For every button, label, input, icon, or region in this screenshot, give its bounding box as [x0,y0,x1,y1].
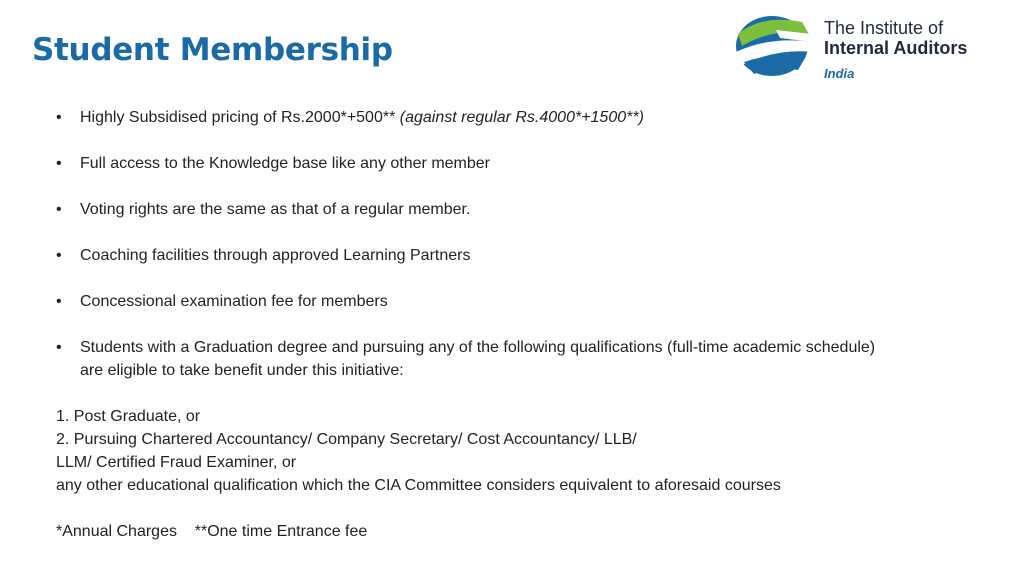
logo-country: India [824,66,855,81]
list-item-text: Concessional examination fee for members [80,293,388,310]
logo-line-1: The Institute of [824,18,944,38]
list-item [56,290,956,313]
list-item-text: Students with a Graduation degree and pursuing any of the following qualifications (full-time academic schedule) are eligible to take benefit under this initiative: [80,339,876,379]
qualification-line: any other educational qualification which the CIA Committee considers equivalent to aforesaid courses [56,477,781,494]
bullet-icon: • [56,109,62,126]
qualification-line: 2. Pursuing Chartered Accountancy/ Company Secretary/ Cost Accountancy/ LLB/ [56,431,637,448]
logo-line-2: Internal Auditors [824,38,968,58]
list-item-text: Coaching facilities through approved Learning Partners [80,247,471,264]
bullet-icon: • [56,339,62,356]
benefits-list [56,106,956,382]
list-item [56,244,956,267]
list-item-text: Full access to the Knowledge base like any other member [80,155,490,172]
list-item [56,198,956,221]
qualifications-list [56,405,956,497]
logo-wordmark [824,18,967,58]
list-item-aside: (against regular Rs.4000*+1500**) [399,109,644,126]
qualification-line: 1. Post Graduate, or [56,408,201,425]
footnote: *Annual Charges **One time Entrance fee [56,523,368,540]
bullet-icon: • [56,247,62,264]
bullet-icon: • [56,155,62,172]
bullet-icon: • [56,293,62,310]
qualification-line: LLM/ Certified Fraud Examiner, or [56,454,297,471]
list-item-text: Voting rights are the same as that of a regular member. [80,201,471,218]
slide-title: Student Membership [32,32,393,68]
slide-body [56,106,956,543]
list-item-text: Highly Subsidised pricing of Rs.2000*+500** [80,109,400,126]
iia-india-logo [732,12,1002,84]
bullet-icon: • [56,201,62,218]
list-item [56,336,890,382]
globe-logo-icon [732,12,816,78]
list-item [56,106,956,129]
list-item [56,152,956,175]
